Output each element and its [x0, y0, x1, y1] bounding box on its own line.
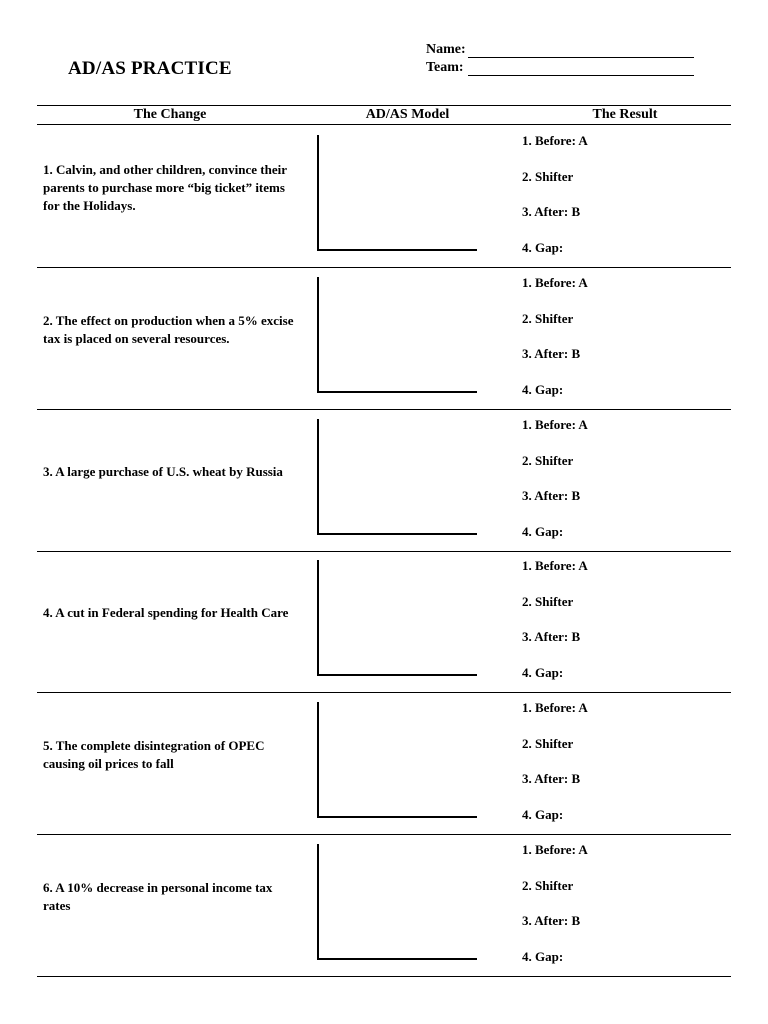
result-item: 3. After: B [522, 488, 581, 503]
change-description: 1. Calvin, and other children, convince their parents to purchase more “big ticket” items for the Holidays. [43, 162, 287, 213]
result-item: 4. Gap: [522, 806, 564, 822]
result-item: 2. Shifter [522, 593, 574, 609]
table-row [37, 267, 731, 409]
table-top-rule [37, 105, 731, 106]
team-blank-line[interactable] [468, 61, 694, 76]
header-change: The Change [133, 107, 207, 122]
table-row [37, 550, 731, 692]
name-field[interactable] [426, 40, 694, 58]
result-item: 1. Before: A [522, 700, 588, 715]
row-divider [37, 976, 731, 977]
adas-graph-axes[interactable] [317, 135, 477, 251]
result-item: 1. Before: A [522, 275, 588, 290]
table-row [37, 692, 731, 834]
result-item: 2. Shifter [522, 735, 574, 751]
result-item: 1. Before: A [522, 558, 588, 573]
change-description: 4. A cut in Federal spending for Health Care [43, 605, 289, 620]
table-row [37, 409, 731, 551]
change-description: 3. A large purchase of U.S. wheat by Russia [43, 464, 283, 479]
result-item: 4. Gap: [522, 523, 564, 539]
change-description: 2. The effect on production when a 5% excise tax is placed on several resources. [43, 313, 294, 346]
result-item: 4. Gap: [522, 381, 564, 397]
result-item: 1. Before: A [522, 417, 588, 432]
header-result: The Result [592, 107, 658, 122]
adas-graph-axes[interactable] [317, 702, 477, 818]
name-blank-line[interactable] [468, 43, 694, 58]
name-label: Name: [426, 42, 466, 57]
change-description: 5. The complete disintegration of OPEC causing oil prices to fall [43, 738, 265, 771]
result-item: 4. Gap: [522, 948, 564, 964]
result-item: 3. After: B [522, 771, 581, 786]
adas-graph-axes[interactable] [317, 419, 477, 535]
result-item: 2. Shifter [522, 168, 574, 184]
adas-graph-axes[interactable] [317, 560, 477, 676]
result-item: 3. After: B [522, 204, 581, 219]
result-item: 3. After: B [522, 913, 581, 928]
team-label: Team: [426, 60, 464, 75]
header-model: AD/AS Model [365, 107, 450, 122]
result-item: 3. After: B [522, 629, 581, 644]
result-item: 3. After: B [522, 346, 581, 361]
result-item: 4. Gap: [522, 239, 564, 255]
table-row [37, 834, 731, 976]
change-description: 6. A 10% decrease in personal income tax rates [43, 880, 273, 913]
adas-graph-axes[interactable] [317, 844, 477, 960]
result-item: 1. Before: A [522, 133, 588, 148]
table-row [37, 125, 731, 267]
result-item: 1. Before: A [522, 842, 588, 857]
result-item: 4. Gap: [522, 664, 564, 680]
result-item: 2. Shifter [522, 310, 574, 326]
result-item: 2. Shifter [522, 452, 574, 468]
name-team-fields [426, 40, 694, 76]
result-item: 2. Shifter [522, 877, 574, 893]
adas-graph-axes[interactable] [317, 277, 477, 393]
page-title: AD/AS PRACTICE [68, 58, 232, 79]
team-field[interactable] [426, 58, 694, 76]
